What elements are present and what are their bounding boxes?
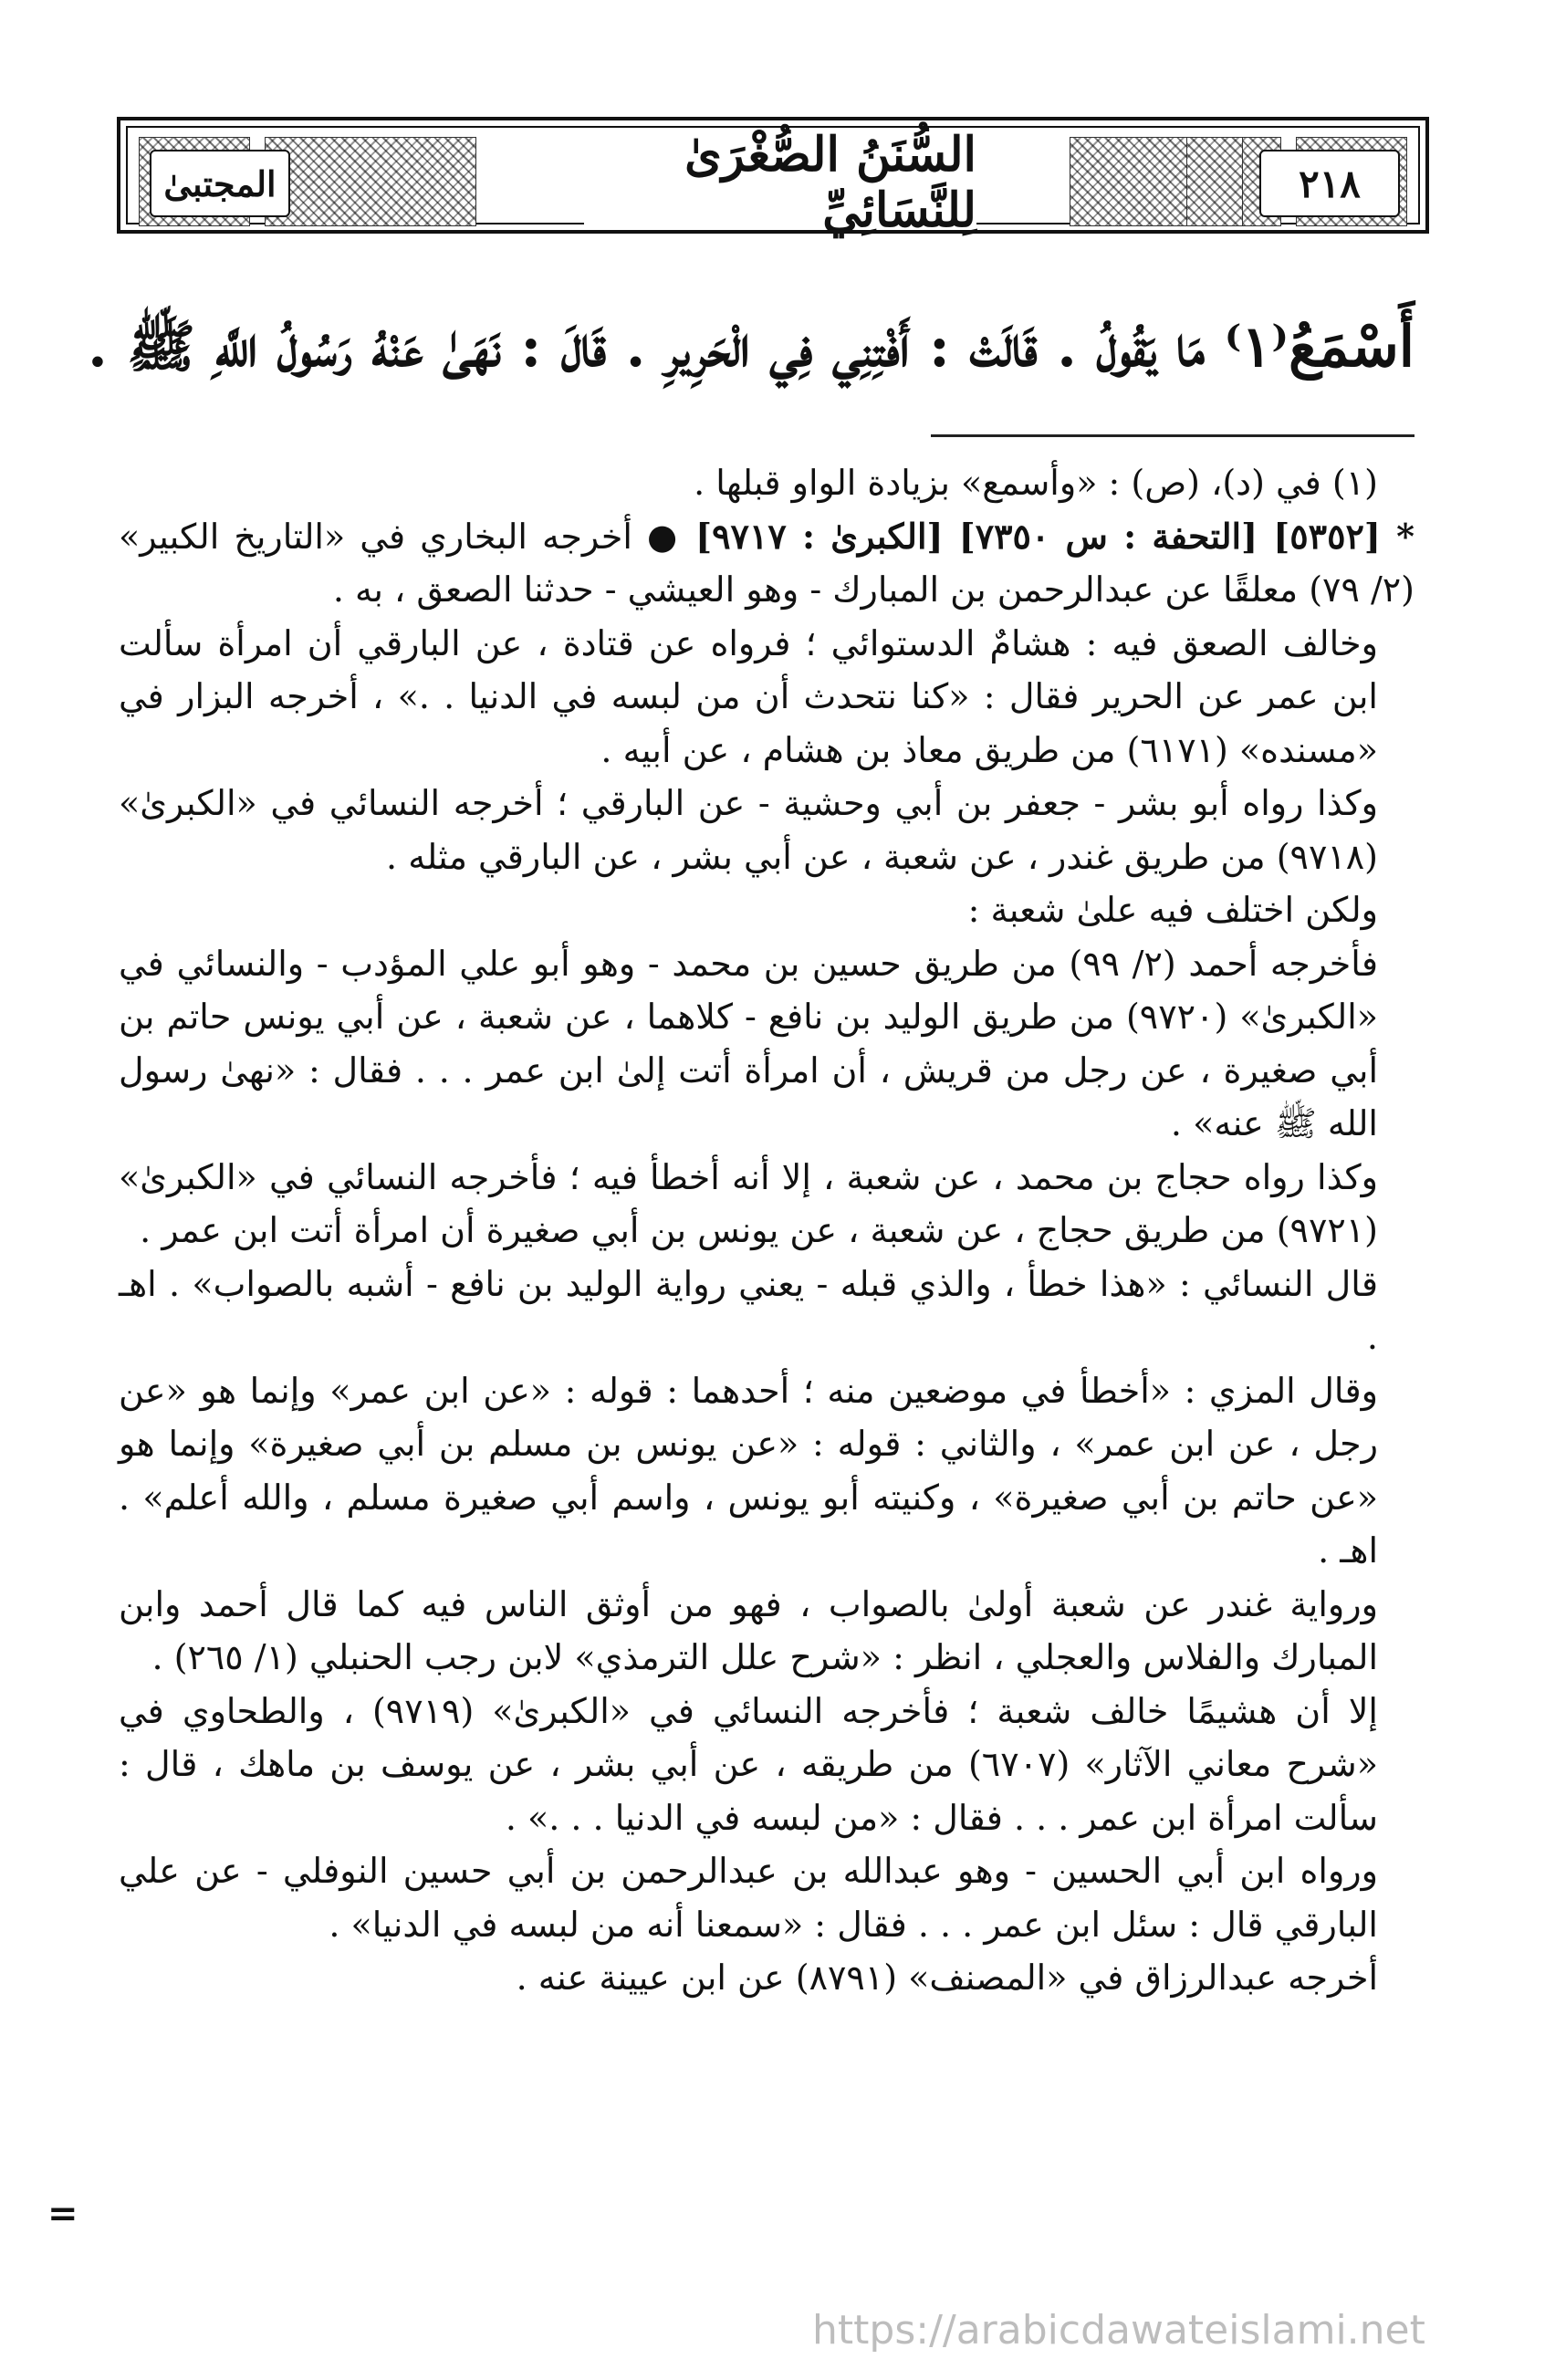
paragraph: وخالف الصعق فيه : هشامٌ الدستوائي ؛ فرواه عن قتادة ، عن البارقي أن امرأة سألت ابن عمر عن الحرير فقال : «كنا نتحدث أن من لبسه في الدنيا . .» ، أخرجه البزار في «مسنده» (٦١٧١) من طريق معاذ بن هشام ، عن أبيه . — [119, 622, 1378, 770]
ornament-left-inner — [265, 137, 476, 226]
paragraph: قال النسائي : «هذا خطأ ، والذي قبله - يعني رواية الوليد بن نافع - أشبه بالصواب» . اهـ . — [119, 1263, 1378, 1357]
paragraph: وكذا رواه أبو بشر - جعفر بن أبي وحشية - عن البارقي ؛ أخرجه النسائي في «الكبرىٰ» (٩٧١٨) من طريق غندر ، عن شعبة ، عن أبي بشر ، عن البارقي مثله . — [119, 783, 1378, 877]
paragraph: ورواه ابن أبي الحسين - وهو عبدالله بن عبدالرحمن بن أبي حسين النوفلي - عن علي البارقي قال : سئل ابن عمر . . . فقال : «سمعنا أنه من لبسه في الدنيا» . — [119, 1851, 1378, 1945]
paragraph: وقال المزي : «أخطأ في موضعين منه ؛ أحدهما : قوله : «عن ابن عمر» وإنما هو «عن رجل ، عن ابن عمر» ، والثاني : قوله : «عن يونس بن مسلم بن أبي صغيرة» وإنما هو «عن حاتم بن أبي صغيرة» ، وكنيته أبو يونس ، واسم أبي صغيرة مسلم ، والله أعلم» . اهـ . — [119, 1370, 1378, 1571]
paragraph: وكذا رواه حجاج بن محمد ، عن شعبة ، إلا أنه أخطأ فيه ؛ فأخرجه النسائي في «الكبرىٰ» (٩٧٢١) من طريق حجاج ، عن شعبة ، عن يونس بن أبي صغيرة أن امرأة أتت ابن عمر . — [119, 1156, 1378, 1250]
hadith-text-line: أَسْمَعُ⁽١⁾ مَا يَقُولُ . قَالَتْ : أَفْتِنِي فِي الْحَرِيرِ . قَالَ : نَهَىٰ عَنْهُ رَسُولُ اللَّهِ ﷺ . — [88, 313, 1415, 380]
takhrij-reference: * [٥٣٥٢] [التحفة : س ٧٣٥٠] [الكبرىٰ : ٩٧١٧] — [695, 515, 1415, 557]
takhrij-block — [119, 510, 1415, 617]
paragraph: ● أخرجه البخاري في «التاريخ الكبير» (٢/ ٧٩) معلقًا عن عبدالرحمن بن المبارك - وهو العيشي - حدثنا الصعق ، به . — [119, 516, 1415, 610]
book-short-name: المجتبىٰ — [150, 150, 290, 217]
paragraph: ورواية غندر عن شعبة أولىٰ بالصواب ، فهو من أوثق الناس فيه كما قال أحمد وابن المبارك والفلاس والعجلي ، انظر : «شرح علل الترمذي» لابن رجب الحنبلي (١/ ٢٦٥) . — [119, 1583, 1378, 1677]
paragraph: أخرجه عبدالرزاق في «المصنف» (٨٧٩١) عن ابن عيينة عنه . — [516, 1957, 1378, 1998]
paragraph: ولكن اختلف فيه علىٰ شعبة : — [967, 890, 1378, 930]
ornament-center-right — [1186, 137, 1243, 226]
header-inner-border — [126, 126, 1420, 238]
book-title: السُّنَنُ الصُّغْرَىٰ لِلنَّسَائِيِّ — [584, 141, 976, 224]
ornament-right-inner — [1070, 137, 1281, 226]
footnotes-section — [119, 456, 1415, 2005]
page-number: ٢١٨ — [1259, 150, 1400, 217]
footnote-divider — [931, 434, 1415, 437]
continuation-mark: = — [47, 2192, 78, 2235]
watermark-url: https://arabicdawateislami.net — [812, 2307, 1425, 2354]
paragraph: إلا أن هشيمًا خالف شعبة ؛ فأخرجه النسائي في «الكبرىٰ» (٩٧١٩) ، والطحاوي في «شرح معاني الآثار» (٦٧٠٧) من طريقه ، عن أبي بشر ، عن يوسف بن ماهك ، قال : سألت امرأة ابن عمر . . . فقال : «من لبسه في الدنيا . . .» . — [119, 1690, 1378, 1838]
footnote-1: (١) في (د)، (ص) : «وأسمع» بزيادة الواو قبلها . — [694, 463, 1378, 503]
paragraph: فأخرجه أحمد (٢/ ٩٩) من طريق حسين بن محمد - وهو أبو علي المؤدب - والنسائي في «الكبرىٰ» (٩٧٢٠) من طريق الوليد بن نافع - كلاهما ، عن شعبة ، عن أبي يونس حاتم بن أبي صغيرة ، عن رجل من قريش ، أن امرأة أتت إلىٰ ابن عمر . . . فقال : «نهىٰ رسول الله ﷺ عنه» . — [119, 943, 1378, 1143]
page-header — [117, 117, 1429, 238]
